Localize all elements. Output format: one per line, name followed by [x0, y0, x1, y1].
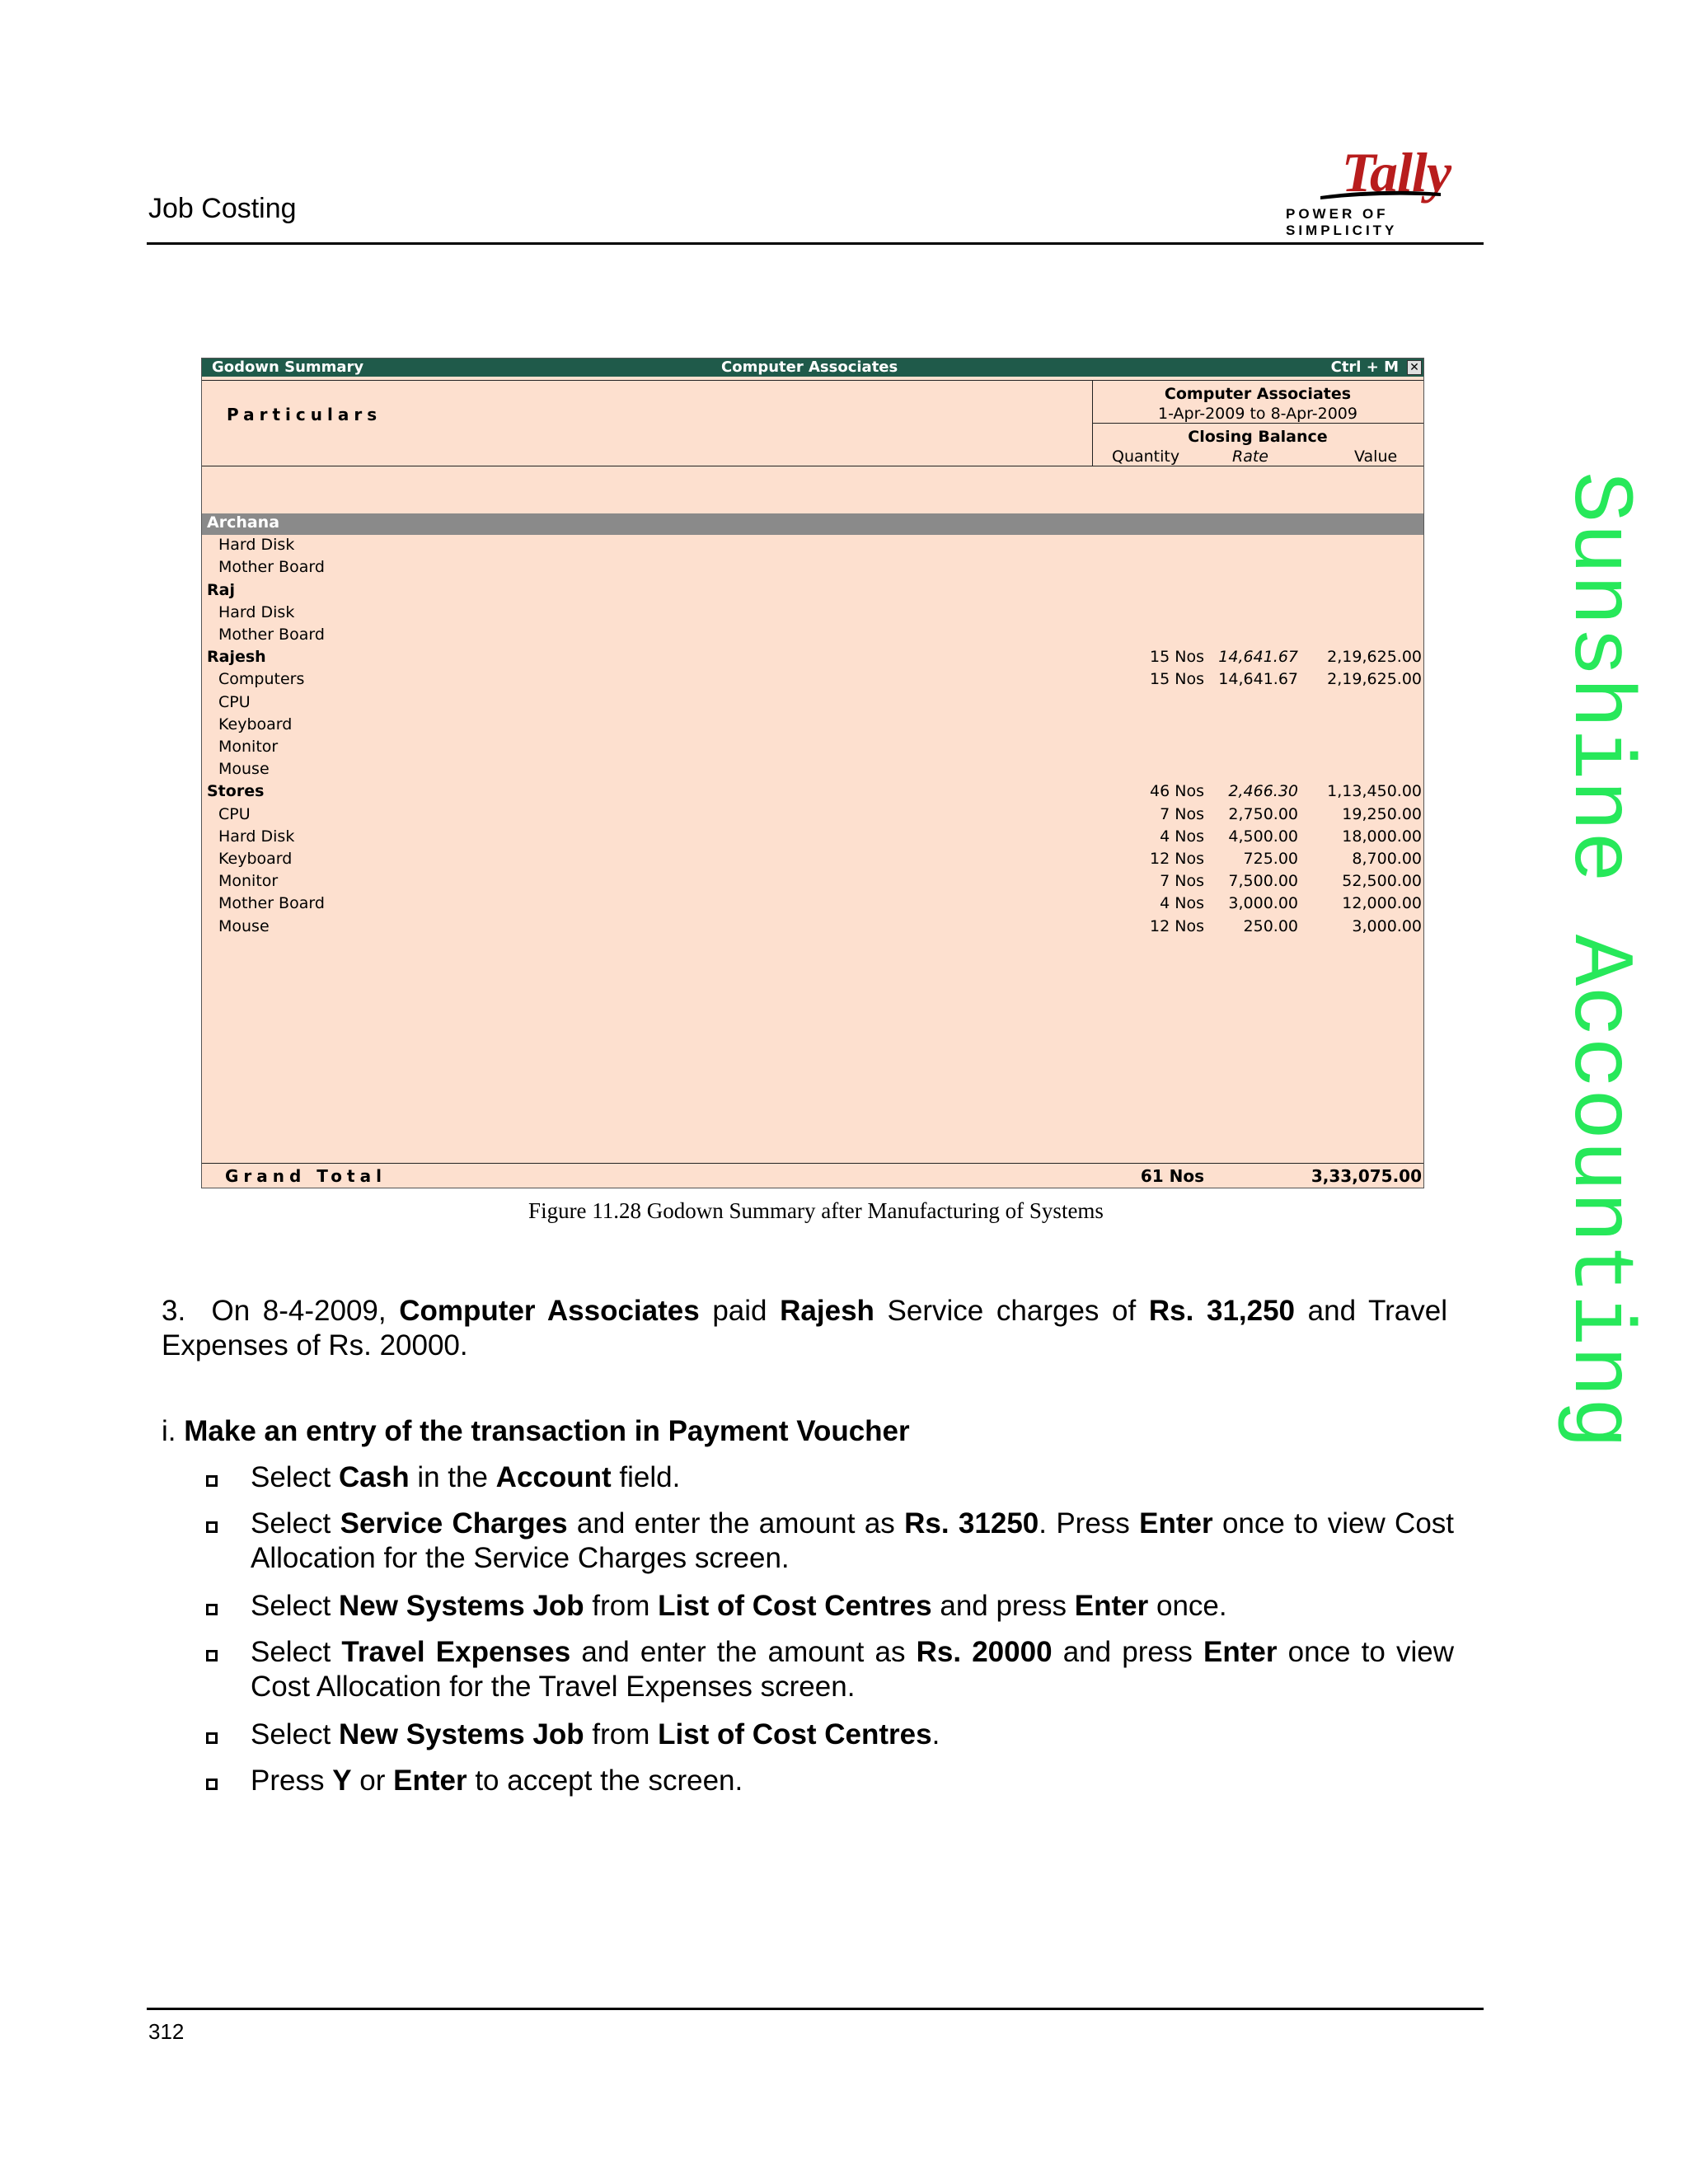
row-name: Hard Disk — [218, 602, 295, 621]
column-closing-balance: Closing Balance — [1188, 428, 1328, 446]
bullet-icon — [206, 1779, 218, 1790]
bullet-text: and enter the amount as — [567, 1507, 905, 1540]
column-company: Computer Associates — [1164, 385, 1352, 403]
shortcut-label: Ctrl + M — [1330, 359, 1399, 376]
bullet-bold: Enter — [1203, 1636, 1278, 1668]
bullet-text: Select — [251, 1507, 340, 1540]
godown-item-row[interactable] — [202, 827, 1423, 850]
side-watermark — [1550, 471, 1653, 1708]
bullet-text: once to view Cost Allocation for the Service Charges screen. — [251, 1507, 1455, 1574]
row-name: Keyboard — [218, 850, 293, 868]
bullet-bold: Cash — [339, 1461, 410, 1493]
close-icon[interactable]: ✕ — [1407, 360, 1422, 375]
row-value: 1,13,450.00 — [1327, 782, 1422, 801]
substep-title: Make an entry of the transaction in Payment Voucher — [184, 1415, 910, 1447]
row-rate: 2,466.30 — [1228, 782, 1298, 801]
row-name: Raj — [207, 580, 235, 599]
bullet-icon — [206, 1650, 218, 1661]
header-rule — [147, 242, 1484, 245]
row-name: Mother Board — [218, 894, 325, 913]
row-rate: 725.00 — [1243, 850, 1298, 868]
step-paragraph — [162, 1294, 1447, 1363]
row-value: 2,19,625.00 — [1327, 670, 1422, 689]
logo-wordmark: Tally — [1341, 141, 1451, 204]
bullet-bold: List of Cost Centres — [658, 1590, 932, 1622]
grand-total-rule — [202, 1163, 1423, 1164]
bullet-text: Select — [251, 1718, 339, 1750]
row-qty: 12 Nos — [1150, 850, 1204, 868]
bullet-item — [251, 1764, 1454, 1798]
bullet-bold: Rs. 31250 — [904, 1507, 1039, 1540]
row-qty: 7 Nos — [1160, 804, 1204, 823]
row-name: CPU — [218, 804, 251, 823]
particulars-label: Particulars — [227, 405, 382, 424]
grand-total-qty: 61 Nos — [1140, 1166, 1204, 1186]
row-value: 2,19,625.00 — [1327, 648, 1422, 667]
godown-group-row[interactable] — [202, 581, 1423, 603]
step-text: paid — [699, 1295, 781, 1327]
bullet-text: in the — [409, 1461, 496, 1493]
row-name: Computers — [218, 670, 305, 689]
column-period: 1-Apr-2009 to 8-Apr-2009 — [1158, 405, 1357, 423]
company-title: Computer Associates — [721, 359, 898, 376]
row-rate: 4,500.00 — [1228, 827, 1298, 846]
bullet-bold: New Systems Job — [339, 1718, 584, 1750]
row-rate: 7,500.00 — [1228, 872, 1298, 891]
bullet-item — [251, 1460, 1454, 1495]
bullet-text: or — [351, 1765, 394, 1797]
row-name: Stores — [207, 782, 265, 801]
bullet-item — [251, 1635, 1454, 1704]
bullet-icon — [206, 1732, 218, 1744]
bullet-bold: Enter — [1139, 1507, 1213, 1540]
godown-item-row[interactable] — [202, 805, 1423, 827]
step-bold: Rajesh — [780, 1295, 874, 1327]
bullet-item — [251, 1589, 1454, 1624]
bullet-text: to accept the screen. — [467, 1765, 743, 1797]
row-name: Keyboard — [218, 715, 293, 733]
bullet-text: Select — [251, 1461, 339, 1493]
bullet-text: field. — [611, 1461, 681, 1493]
godown-item-row[interactable] — [202, 536, 1423, 558]
row-qty: 7 Nos — [1160, 872, 1204, 891]
godown-item-row[interactable] — [202, 760, 1423, 782]
bullet-bold: Account — [495, 1461, 612, 1493]
logo-tagline: POWER OF SIMPLICITY — [1286, 206, 1398, 238]
bullet-icon — [206, 1604, 218, 1615]
bullet-bold: Enter — [1074, 1590, 1149, 1622]
row-name: Hard Disk — [218, 536, 295, 555]
substep-prefix: i. — [162, 1415, 185, 1447]
bullet-text: from — [584, 1718, 659, 1750]
substep-heading — [162, 1414, 910, 1449]
bullet-text: once to view Cost Allocation for the Travel Expenses screen. — [251, 1636, 1454, 1703]
step-text: On 8-4-2009, — [211, 1295, 400, 1327]
row-rate: 14,641.67 — [1218, 670, 1298, 689]
step-text: Service charges of — [874, 1295, 1149, 1327]
window-titlebar — [202, 359, 1423, 377]
bullet-text: and press — [931, 1590, 1075, 1622]
row-name: Mouse — [218, 916, 270, 935]
watermark-text: Sunshine Accounting — [1550, 471, 1647, 1449]
column-quantity: Quantity — [1112, 448, 1180, 466]
godown-item-row[interactable] — [202, 558, 1423, 580]
godown-item-row[interactable] — [202, 872, 1423, 894]
bullet-bold: List of Cost Centres — [658, 1718, 932, 1750]
page-number: 312 — [148, 2019, 185, 2044]
report-title: Godown Summary — [212, 359, 364, 376]
row-name: Mother Board — [218, 558, 325, 577]
grand-total-value: 3,33,075.00 — [1311, 1166, 1422, 1186]
row-name: Hard Disk — [218, 827, 295, 846]
row-qty: 15 Nos — [1150, 670, 1204, 689]
row-value: 18,000.00 — [1342, 827, 1422, 846]
row-rate: 250.00 — [1243, 916, 1298, 935]
bullet-icon — [206, 1521, 218, 1533]
godown-item-row[interactable] — [202, 715, 1423, 738]
bullet-bold: Rs. 20000 — [916, 1636, 1053, 1668]
godown-group-row[interactable] — [202, 782, 1423, 804]
row-qty: 4 Nos — [1160, 894, 1204, 913]
header-top-rule — [202, 380, 1423, 381]
row-qty: 46 Nos — [1150, 782, 1204, 801]
row-rate: 3,000.00 — [1228, 894, 1298, 913]
step-bold: Rs. 31,250 — [1148, 1295, 1296, 1327]
logo-swoosh-icon — [1319, 188, 1442, 201]
row-name: Monitor — [218, 738, 279, 756]
column-rate: Rate — [1232, 448, 1268, 466]
godown-item-row[interactable] — [202, 670, 1423, 692]
row-qty: 15 Nos — [1150, 648, 1204, 667]
godown-group-row[interactable] — [202, 513, 1423, 536]
bullet-text: . Press — [1039, 1507, 1140, 1540]
bullet-text: . — [931, 1718, 940, 1750]
row-value: 8,700.00 — [1352, 850, 1422, 868]
bullet-text: Select — [251, 1590, 339, 1622]
section-title: Job Costing — [148, 193, 297, 224]
bullet-text: and press — [1052, 1636, 1203, 1668]
row-name: Mother Board — [218, 626, 325, 644]
godown-item-row[interactable] — [202, 693, 1423, 715]
bullet-bold: Y — [332, 1765, 352, 1797]
bullet-bold: Travel Expenses — [341, 1636, 571, 1668]
bullet-text: Select — [251, 1636, 342, 1668]
row-name: Mouse — [218, 760, 270, 779]
row-qty: 4 Nos — [1160, 827, 1204, 846]
godown-item-row[interactable] — [202, 738, 1423, 760]
row-rate: 14,641.67 — [1218, 648, 1298, 667]
bullet-item — [251, 1718, 1454, 1752]
column-value: Value — [1354, 448, 1398, 466]
godown-item-row[interactable] — [202, 603, 1423, 626]
row-value: 52,500.00 — [1342, 872, 1422, 891]
godown-summary-window — [201, 358, 1424, 1188]
godown-item-row[interactable] — [202, 850, 1423, 872]
step-text: and Travel Expenses of Rs. 20000. — [162, 1295, 1448, 1361]
grand-total-row — [202, 1165, 1423, 1186]
godown-group-row[interactable] — [202, 648, 1423, 670]
bullet-text: and enter the amount as — [570, 1636, 917, 1668]
row-rate: 2,750.00 — [1228, 804, 1298, 823]
bullet-item — [251, 1507, 1454, 1576]
bullet-bold: Service Charges — [340, 1507, 568, 1540]
godown-item-row[interactable] — [202, 917, 1423, 940]
row-name: Monitor — [218, 872, 279, 891]
bullet-icon — [206, 1475, 218, 1487]
footer-rule — [147, 2008, 1484, 2010]
row-value: 19,250.00 — [1342, 804, 1422, 823]
row-value: 12,000.00 — [1342, 894, 1422, 913]
row-qty: 12 Nos — [1150, 916, 1204, 935]
godown-item-row[interactable] — [202, 626, 1423, 648]
step-bold: Computer Associates — [399, 1295, 700, 1327]
step-number: 3. — [162, 1295, 186, 1327]
row-name: CPU — [218, 692, 251, 711]
bullet-text: from — [584, 1590, 659, 1622]
bullet-bold: Enter — [393, 1765, 467, 1797]
bullet-text: once. — [1148, 1590, 1227, 1622]
godown-item-row[interactable] — [202, 894, 1423, 916]
bullet-bold: New Systems Job — [339, 1590, 584, 1622]
row-value: 3,000.00 — [1352, 916, 1422, 935]
figure-caption: Figure 11.28 Godown Summary after Manufacturing of Systems — [528, 1198, 1104, 1223]
tally-logo — [1286, 140, 1484, 238]
period-rule — [1092, 423, 1423, 424]
row-name: Rajesh — [207, 648, 266, 667]
row-name: Archana — [207, 513, 280, 532]
bullet-text: Press — [251, 1765, 333, 1797]
grand-total-label: Grand Total — [225, 1166, 387, 1186]
